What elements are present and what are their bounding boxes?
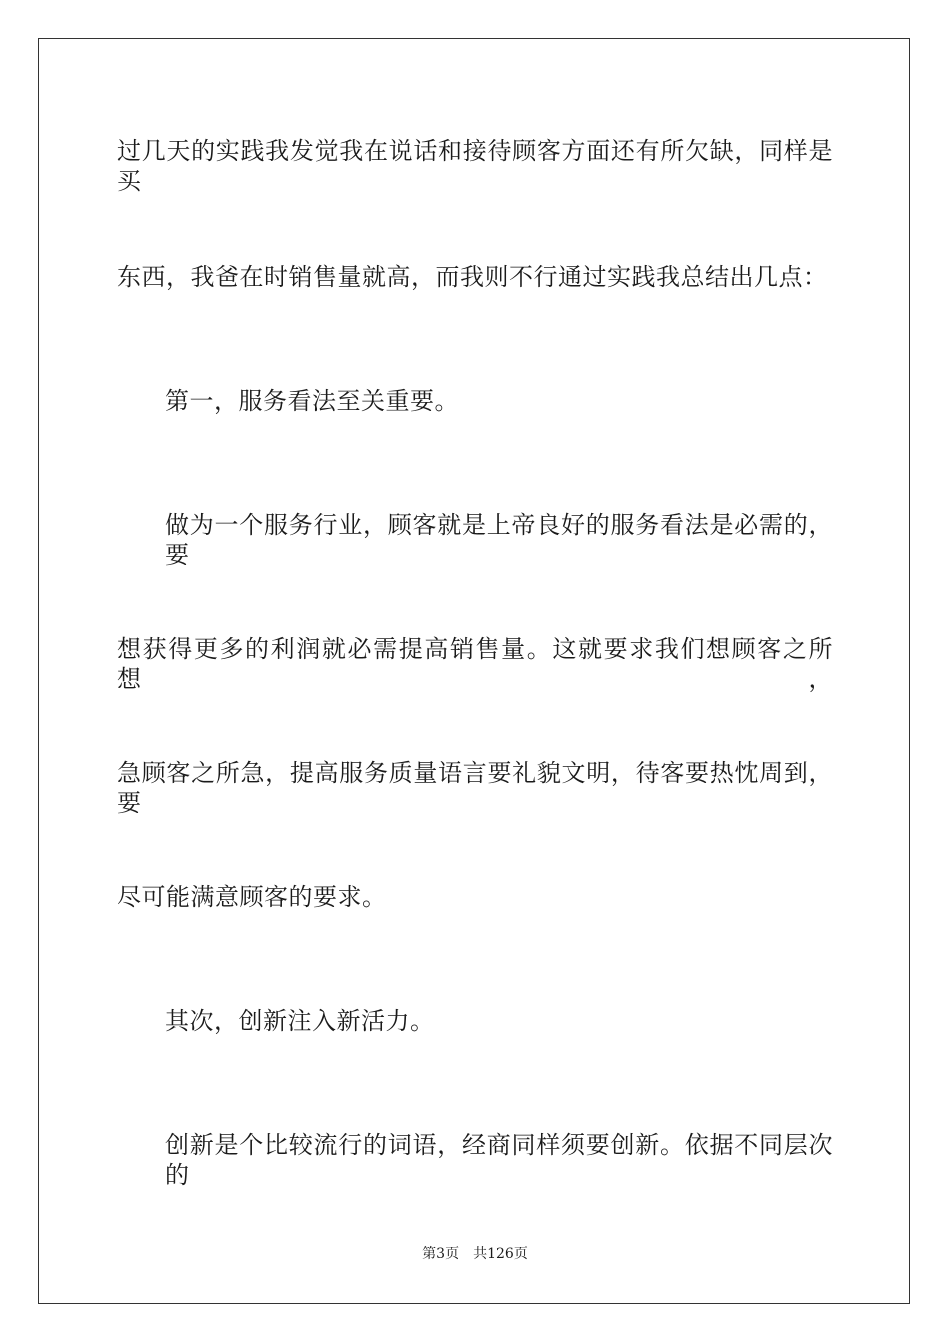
body-text-line: 东西，我爸在时销售量就高，而我则不行通过实践我总结出几点： bbox=[117, 263, 828, 291]
page-number: 第3页 bbox=[422, 1246, 460, 1262]
body-text-line: 想获得更多的利润就必需提高销售量。这就要求我们想顾客之所想， bbox=[117, 635, 833, 693]
body-text-line: 创新是个比较流行的词语，经商同样须要创新。依据不同层次的 bbox=[165, 1131, 833, 1189]
section-heading: 其次，创新注入新活力。 bbox=[165, 1007, 435, 1035]
body-text-line: 急顾客之所急，提高服务质量语言要礼貌文明，待客要热忱周到，要 bbox=[117, 759, 833, 817]
section-heading: 第一，服务看法至关重要。 bbox=[165, 387, 459, 415]
page-footer bbox=[0, 1245, 950, 1263]
body-text-line: 做为一个服务行业，顾客就是上帝良好的服务看法是必需的，要 bbox=[165, 511, 833, 569]
body-text-line: 过几天的实践我发觉我在说话和接待顾客方面还有所欠缺，同样是买 bbox=[117, 137, 833, 195]
page-total: 共126页 bbox=[473, 1246, 528, 1262]
body-text-line: 尽可能满意顾客的要求。 bbox=[117, 883, 387, 911]
